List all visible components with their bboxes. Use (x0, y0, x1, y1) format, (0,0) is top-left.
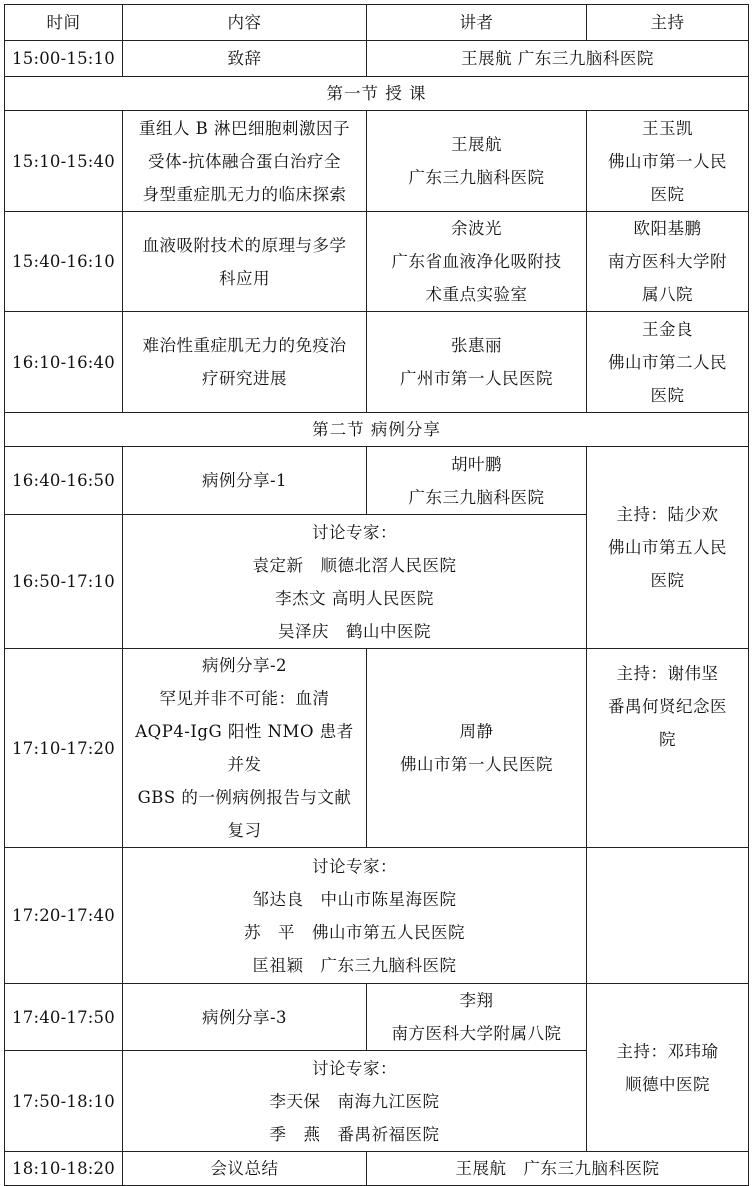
case-2-discussion-row (5, 848, 749, 984)
case-1-discussion-time: 16:50-17:10 (5, 515, 123, 649)
lecture-3-content: 难治性重症肌无力的免疫治 疗研究进展 (123, 312, 367, 413)
opening-content: 致辞 (123, 41, 367, 77)
case-2-row (5, 649, 749, 848)
section-1-title: 第一节 授 课 (5, 77, 749, 111)
case-2-host: 主持：谢伟坚 番禺何贤纪念医 院 (587, 649, 749, 848)
lecture-2-content: 血液吸附技术的原理与多学 科应用 (123, 212, 367, 312)
lecture-1-speaker: 王展航 广东三九脑科医院 (367, 111, 587, 212)
lecture-3-time: 16:10-16:40 (5, 312, 123, 413)
header-time: 时间 (5, 5, 123, 41)
opening-speaker: 王展航 广东三九脑科医院 (367, 41, 749, 77)
lecture-row (5, 111, 749, 212)
case-2-content: 病例分享-2 罕见并非不可能：血清 AQP4-IgG 阳性 NMO 患者并发 GBS 的一例病例报告与文献 复习 (123, 649, 367, 848)
lecture-row (5, 212, 749, 312)
case-2-discussion: 讨论专家： 邹达良 中山市陈星海医院 苏 平 佛山市第五人民医院 匡祖颖 广东三九脑科医院 (123, 848, 587, 984)
closing-row (5, 1152, 749, 1186)
case-1-time: 16:40-16:50 (5, 447, 123, 515)
lecture-2-time: 15:40-16:10 (5, 212, 123, 312)
agenda-table (4, 4, 749, 1186)
case-3-time: 17:40-17:50 (5, 984, 123, 1051)
header-content: 内容 (123, 5, 367, 41)
case-2-discussion-time: 17:20-17:40 (5, 848, 123, 984)
closing-content: 会议总结 (123, 1152, 367, 1186)
lecture-3-speaker: 张惠丽 广州市第一人民医院 (367, 312, 587, 413)
case-3-host: 主持：邓玮瑜 顺德中医院 (587, 984, 749, 1152)
lecture-1-content: 重组人 B 淋巴细胞刺激因子 受体-抗体融合蛋白治疗全 身型重症肌无力的临床探索 (123, 111, 367, 212)
case-3-discussion-time: 17:50-18:10 (5, 1051, 123, 1152)
case-3-content: 病例分享-3 (123, 984, 367, 1051)
case-1-host: 主持：陆少欢 佛山市第五人民 医院 (587, 447, 749, 649)
case-1-discussion: 讨论专家： 袁定新 顺德北滘人民医院 李杰文 高明人民医院 吴泽庆 鹤山中医院 (123, 515, 587, 649)
opening-time: 15:00-15:10 (5, 41, 123, 77)
closing-time: 18:10-18:20 (5, 1152, 123, 1186)
case-1-content: 病例分享-1 (123, 447, 367, 515)
header-speaker: 讲者 (367, 5, 587, 41)
case-2-time: 17:10-17:20 (5, 649, 123, 848)
case-3-discussion: 讨论专家： 李天保 南海九江医院 季 燕 番禺祈福医院 (123, 1051, 587, 1152)
section-1-row (5, 77, 749, 111)
section-2-title: 第二节 病例分享 (5, 413, 749, 447)
lecture-3-host: 王金良 佛山市第二人民 医院 (587, 312, 749, 413)
header-host: 主持 (587, 5, 749, 41)
lecture-1-time: 15:10-15:40 (5, 111, 123, 212)
header-row (5, 5, 749, 41)
case-2-speaker: 周静 佛山市第一人民医院 (367, 649, 587, 848)
lecture-2-speaker: 余波光 广东省血液净化吸附技 术重点实验室 (367, 212, 587, 312)
opening-row (5, 41, 749, 77)
case-2-discussion-empty-cell (587, 848, 749, 984)
lecture-1-host: 王玉凯 佛山市第一人民 医院 (587, 111, 749, 212)
closing-speaker: 王展航 广东三九脑科医院 (367, 1152, 749, 1186)
case-3-speaker: 李翔 南方医科大学附属八院 (367, 984, 587, 1051)
case-1-row (5, 447, 749, 515)
lecture-2-host: 欧阳基鹏 南方医科大学附 属八院 (587, 212, 749, 312)
case-1-speaker: 胡叶鹏 广东三九脑科医院 (367, 447, 587, 515)
lecture-row (5, 312, 749, 413)
section-2-row (5, 413, 749, 447)
case-3-row (5, 984, 749, 1051)
